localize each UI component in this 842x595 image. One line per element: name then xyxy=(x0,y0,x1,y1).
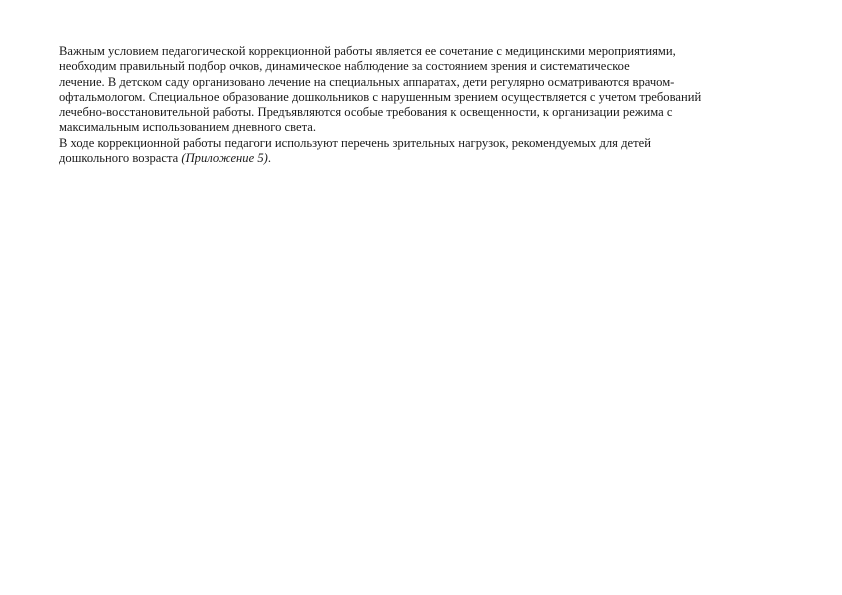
document-body xyxy=(59,44,779,166)
text-line: лечебно-восстановительной работы. Предъявляются особые требования к освещенности, к организации режима с xyxy=(59,105,673,120)
text-line: офтальмологом. Специальное образование дошкольников с нарушенным зрением осуществляется с учетом требований xyxy=(59,89,702,104)
text-line xyxy=(59,151,779,166)
text-line: максимальным использованием дневного света. xyxy=(59,120,316,135)
paragraph-visual-loads xyxy=(59,136,779,167)
text-line: лечение. В детском саду организовано лечение на специальных аппаратах, дети регулярно осматриваются врачом- xyxy=(59,74,675,89)
text-line: необходим правильный подбор очков, динамическое наблюдение за состоянием зрения и систематическое xyxy=(59,59,630,74)
appendix-reference: (Приложение 5) xyxy=(181,151,268,166)
paragraph-correction-conditions xyxy=(59,44,779,136)
text-fragment: дошкольного возраста xyxy=(59,151,182,166)
text-fragment: . xyxy=(267,151,271,166)
text-line: В ходе коррекционной работы педагоги используют перечень зрительных нагрузок, рекомендуемых для детей xyxy=(59,135,651,150)
text-line: Важным условием педагогической коррекционной работы является ее сочетание с медицинскими мероприятиями, xyxy=(59,44,676,58)
